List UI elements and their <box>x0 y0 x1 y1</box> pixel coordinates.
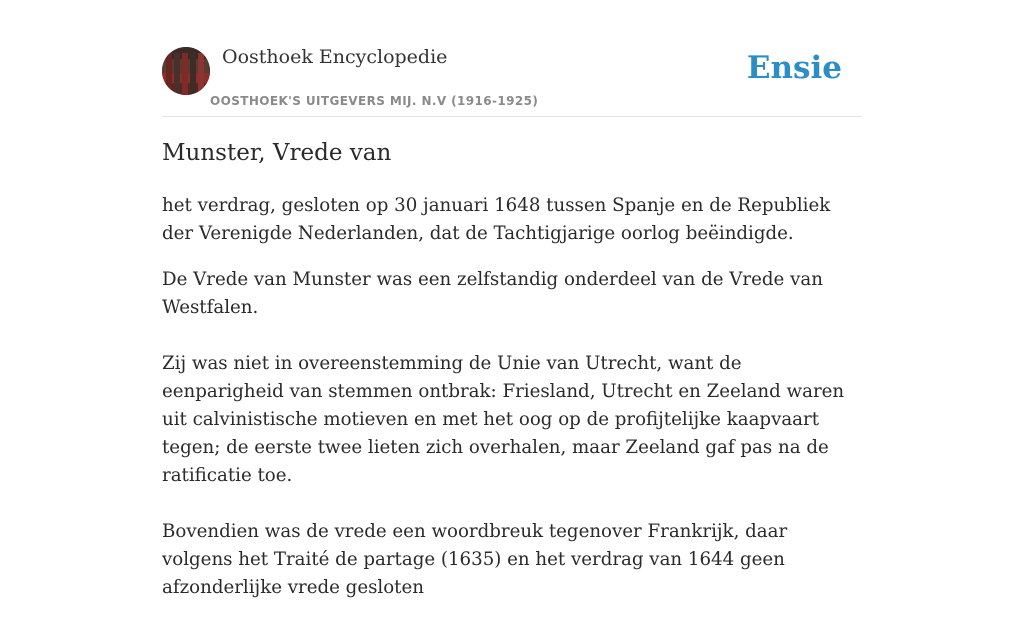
brand-logo[interactable]: Ensie <box>746 50 842 86</box>
encyclopedia-books-icon[interactable] <box>162 47 210 95</box>
site-header <box>162 0 862 117</box>
entry-content <box>162 192 862 620</box>
entry-paragraph-3: Zij was niet in overeenstemming de Unie van Utrecht, want de eenparigheid van stemmen ontbrak: Friesland, Utrecht en Zeeland waren uit calvinistische motieven en met het oog op de profijtelijke kaapvaart tegen; de eerste twee lieten zich overhalen, maar Zeeland gaf pas na de ratificatie toe. <box>162 353 845 486</box>
publisher-label: OOSTHOEK'S UITGEVERS MIJ. N.V (1916-1925) <box>210 94 539 108</box>
entry-paragraph-4: Bovendien was de vrede een woordbreuk tegenover Frankrijk, daar volgens het Traité de partage (1635) en het verdrag van 1644 geen afzonderlijke vrede gesloten <box>162 521 788 598</box>
page <box>162 0 862 598</box>
entry-paragraph-2: De Vrede van Munster was een zelfstandig onderdeel van de Vrede van Westfalen. <box>162 269 823 318</box>
entry-title: Munster, Vrede van <box>162 140 392 166</box>
site-title[interactable]: Oosthoek Encyclopedie <box>222 46 448 68</box>
entry-paragraph-1: het verdrag, gesloten op 30 januari 1648 tussen Spanje en de Republiek der Verenigde Nederlanden, dat de Tachtigjarige oorlog beëindigde. <box>162 195 831 244</box>
